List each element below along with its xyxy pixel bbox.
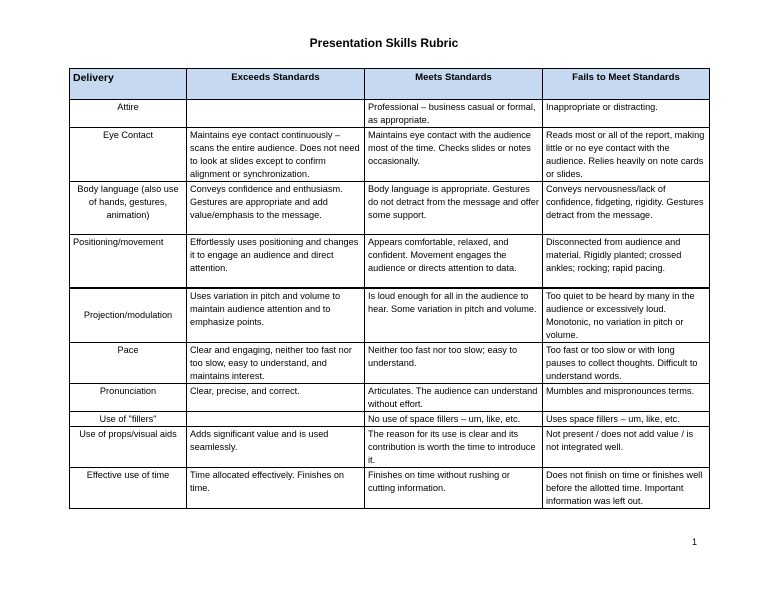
meets-cell: Body language is appropriate. Gestures do not detract from the message and offer some support.	[365, 182, 543, 235]
row-label: Projection/modulation	[70, 288, 187, 343]
exceeds-cell: Clear, precise, and correct.	[187, 383, 365, 411]
fails-cell: Does not finish on time or finishes well before the allotted time. Important information was left out.	[543, 467, 710, 508]
row-label: Body language (also use of hands, gestures, animation)	[70, 182, 187, 235]
table-row	[70, 288, 710, 343]
row-label: Effective use of time	[70, 467, 187, 508]
header-fails: Fails to Meet Standards	[543, 69, 710, 100]
table-row	[70, 342, 710, 383]
exceeds-cell: Adds significant value and is used seamlessly.	[187, 426, 365, 467]
exceeds-cell: Maintains eye contact continuously – scans the entire audience. Does not need to look at slides except to confirm alignment or synchronization.	[187, 128, 365, 182]
header-meets: Meets Standards	[365, 69, 543, 100]
fails-cell: Mumbles and mispronounces terms.	[543, 383, 710, 411]
rubric-table	[69, 68, 710, 509]
row-label: Use of props/visual aids	[70, 426, 187, 467]
row-label: Pace	[70, 342, 187, 383]
exceeds-cell	[187, 411, 365, 426]
row-label: Use of "fillers"	[70, 411, 187, 426]
fails-cell: Inappropriate or distracting.	[543, 100, 710, 128]
meets-cell: No use of space fillers – um, like, etc.	[365, 411, 543, 426]
header-exceeds: Exceeds Standards	[187, 69, 365, 100]
meets-cell: Appears comfortable, relaxed, and confident. Movement engages the audience or directs attention to data.	[365, 235, 543, 288]
exceeds-cell: Clear and engaging, neither too fast nor too slow, easy to understand, and maintains interest.	[187, 342, 365, 383]
table-row	[70, 100, 710, 128]
meets-cell: Is loud enough for all in the audience to hear. Some variation in pitch and volume.	[365, 288, 543, 343]
fails-cell: Not present / does not add value / is not integrated well.	[543, 426, 710, 467]
fails-cell: Disconnected from audience and material. Rigidly planted; crossed ankles; rocking; rapid pacing.	[543, 235, 710, 288]
fails-cell: Too quiet to be heard by many in the audience or excessively loud. Monotonic, no variation in pitch or volume.	[543, 288, 710, 343]
table-row	[70, 467, 710, 508]
table-row	[70, 426, 710, 467]
row-label: Pronunciation	[70, 383, 187, 411]
meets-cell: Maintains eye contact with the audience most of the time. Checks slides or notes occasionally.	[365, 128, 543, 182]
meets-cell: Articulates. The audience can understand without effort.	[365, 383, 543, 411]
table-row	[70, 128, 710, 182]
fails-cell: Too fast or too slow or with long pauses to collect thoughts. Difficult to understand words.	[543, 342, 710, 383]
table-row	[70, 383, 710, 411]
header-row	[70, 69, 710, 100]
row-label: Eye Contact	[70, 128, 187, 182]
exceeds-cell: Time allocated effectively. Finishes on time.	[187, 467, 365, 508]
meets-cell: The reason for its use is clear and its contribution is worth the time to introduce it.	[365, 426, 543, 467]
page-title: Presentation Skills Rubric	[309, 36, 459, 50]
meets-cell: Professional – business casual or formal, as appropriate.	[365, 100, 543, 128]
table-row	[70, 182, 710, 235]
page-number: 1	[692, 537, 698, 547]
fails-cell: Conveys nervousness/lack of confidence, fidgeting, rigidity. Gestures detract from the message.	[543, 182, 710, 235]
row-label: Positioning/movement	[70, 235, 187, 288]
meets-cell: Neither too fast nor too slow; easy to understand.	[365, 342, 543, 383]
fails-cell: Uses space fillers – um, like, etc.	[543, 411, 710, 426]
exceeds-cell: Uses variation in pitch and volume to maintain audience attention and to emphasize points.	[187, 288, 365, 343]
table-row	[70, 235, 710, 288]
table-row	[70, 411, 710, 426]
fails-cell: Reads most or all of the report, making little or no eye contact with the audience. Relies heavily on note cards or slides.	[543, 128, 710, 182]
exceeds-cell: Effortlessly uses positioning and changes it to engage an audience and direct attention.	[187, 235, 365, 288]
row-label: Attire	[70, 100, 187, 128]
header-delivery: Delivery	[70, 69, 187, 100]
meets-cell: Finishes on time without rushing or cutting information.	[365, 467, 543, 508]
exceeds-cell	[187, 100, 365, 128]
exceeds-cell: Conveys confidence and enthusiasm. Gestures are appropriate and add value/emphasis to the message.	[187, 182, 365, 235]
